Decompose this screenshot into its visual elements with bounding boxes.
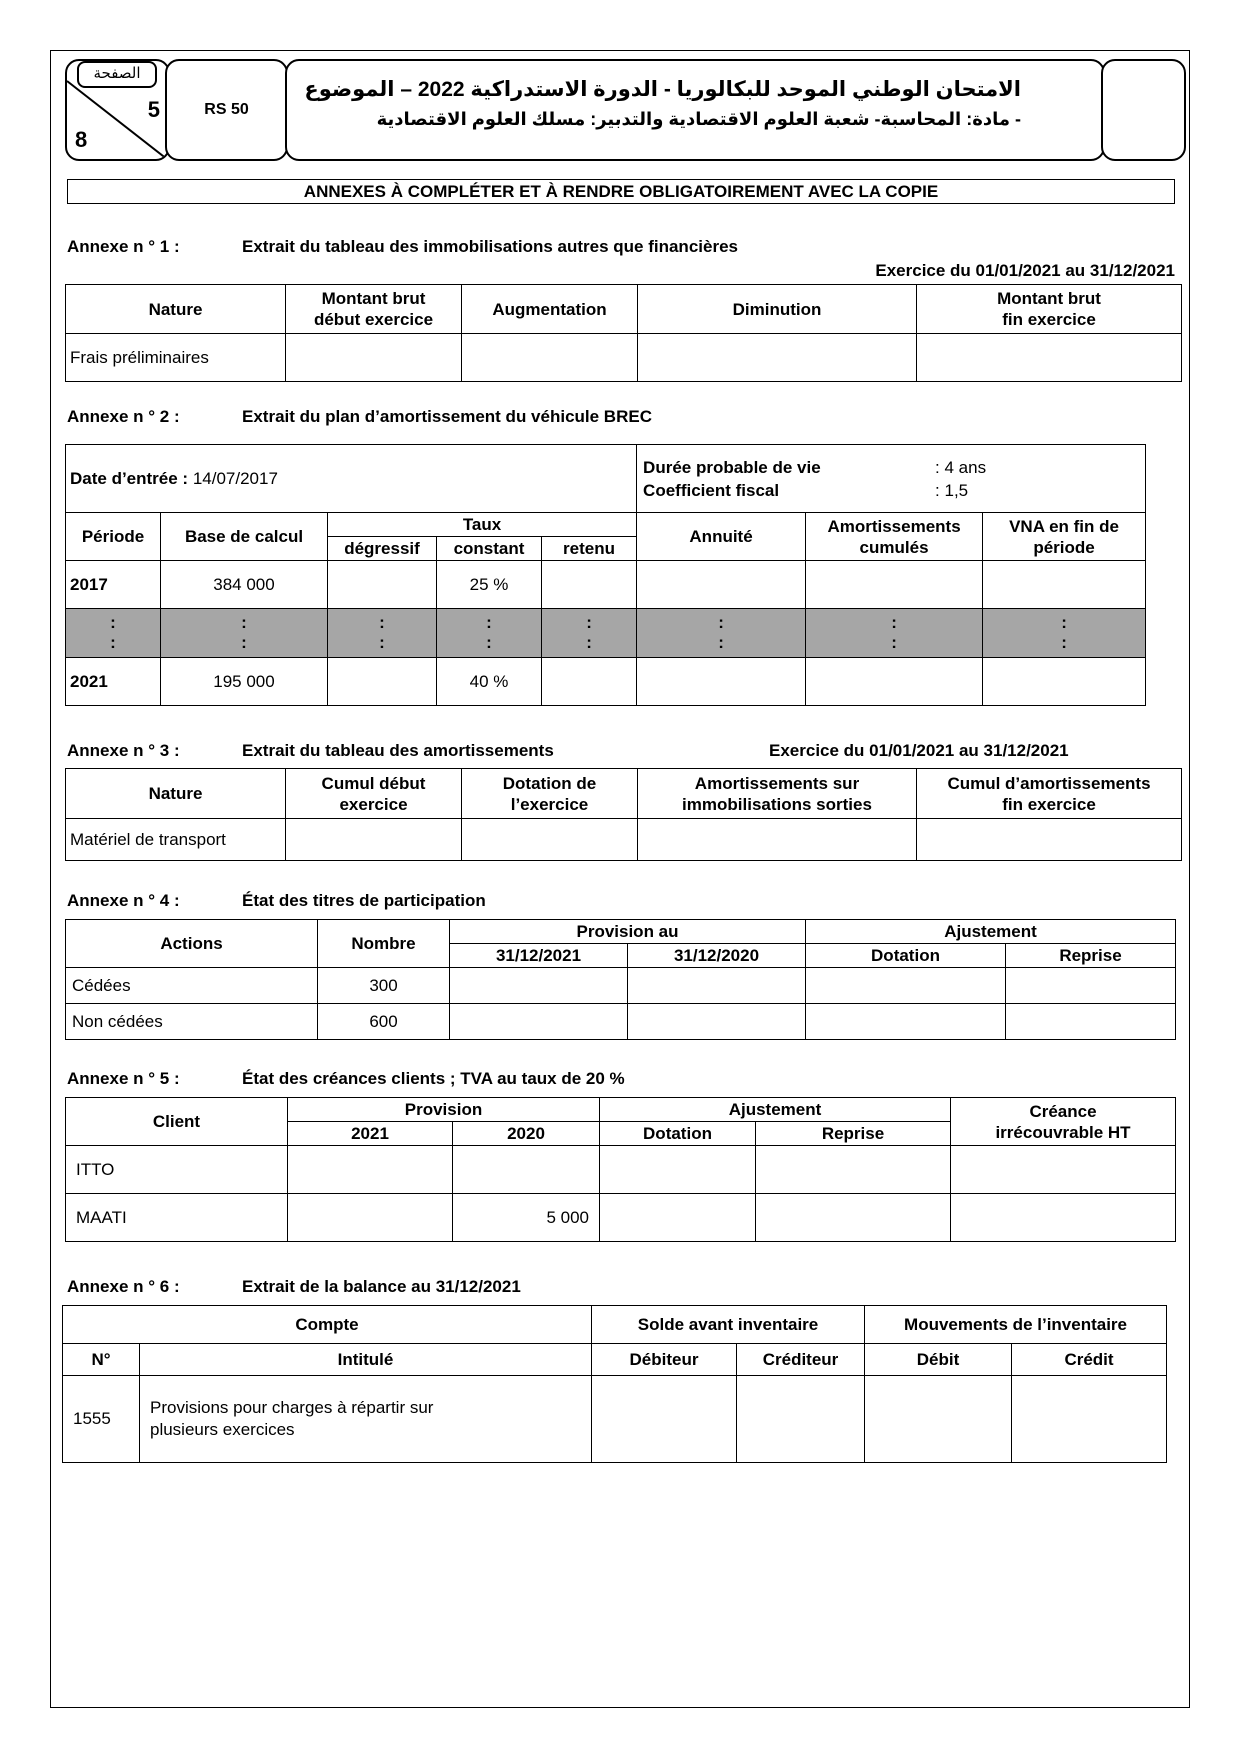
- page-frame: [50, 50, 1190, 1708]
- provision-2020-cell: 5 000: [453, 1194, 600, 1242]
- duree-label: Durée probable de vie: [643, 457, 821, 477]
- input-cell[interactable]: [328, 658, 437, 706]
- input-cell[interactable]: [286, 819, 462, 861]
- col-diminution: Diminution: [638, 285, 917, 334]
- col-nombre: Nombre: [318, 920, 450, 968]
- input-cell[interactable]: [453, 1146, 600, 1194]
- input-cell[interactable]: [756, 1194, 951, 1242]
- col-montant-fin: Montant brut fin exercice: [917, 285, 1182, 334]
- input-cell[interactable]: [917, 819, 1182, 861]
- annexe2-table: [65, 444, 1146, 706]
- col-base: Base de calcul: [161, 513, 328, 561]
- annexe5-table: [65, 1097, 1176, 1242]
- periode-cell: 2021: [66, 658, 161, 706]
- table-header-row: [66, 920, 1176, 944]
- periode-cell: 2017: [66, 561, 161, 609]
- table-row: [66, 1004, 1176, 1040]
- annexe5-title-text: État des créances clients ; TVA au taux de 20 %: [242, 1069, 625, 1088]
- annexe3-number: Annexe n ° 3 :: [67, 741, 180, 760]
- row-label: Frais préliminaires: [66, 334, 286, 382]
- annexe3-title: [67, 741, 554, 761]
- input-cell[interactable]: [737, 1376, 865, 1463]
- input-cell[interactable]: [638, 819, 917, 861]
- col-augmentation: Augmentation: [462, 285, 638, 334]
- input-cell[interactable]: [806, 968, 1006, 1004]
- col-actions: Actions: [66, 920, 318, 968]
- annexe5-number: Annexe n ° 5 :: [67, 1069, 180, 1088]
- exam-title-line2: - مادة: المحاسبة- شعبة العلوم الاقتصادية والتدبير: مسلك العلوم الاقتصادية: [376, 109, 1021, 129]
- col-dotation: Dotation: [600, 1122, 756, 1146]
- table-row: [66, 561, 1146, 609]
- col-ajustement: Ajustement: [806, 920, 1176, 944]
- input-cell[interactable]: [983, 658, 1146, 706]
- account-number: 1555: [63, 1376, 140, 1463]
- annexe2-title: [67, 407, 652, 427]
- input-cell[interactable]: [951, 1146, 1176, 1194]
- col-credit: Crédit: [1012, 1344, 1167, 1376]
- page-total: 8: [75, 127, 88, 152]
- input-cell[interactable]: [638, 334, 917, 382]
- col-client: Client: [66, 1098, 288, 1146]
- col-provision-2021: 2021: [288, 1122, 453, 1146]
- input-cell[interactable]: [1012, 1376, 1167, 1463]
- col-amort-cumules: Amortissements cumulés: [806, 513, 983, 561]
- col-intitule: Intitulé: [140, 1344, 592, 1376]
- annexe6-title-text: Extrait de la balance au 31/12/2021: [242, 1277, 521, 1296]
- annexe1-exercice: Exercice du 01/01/2021 au 31/12/2021: [875, 261, 1175, 280]
- annexe3-exercice: Exercice du 01/01/2021 au 31/12/2021: [769, 741, 1069, 760]
- input-cell[interactable]: [806, 561, 983, 609]
- base-cell: 384 000: [161, 561, 328, 609]
- table-header-row: [66, 769, 1182, 819]
- input-cell[interactable]: [288, 1146, 453, 1194]
- input-cell[interactable]: [328, 561, 437, 609]
- client-cell: MAATI: [66, 1194, 288, 1242]
- col-crediteur: Créditeur: [737, 1344, 865, 1376]
- input-cell[interactable]: [1006, 968, 1176, 1004]
- input-cell[interactable]: [628, 1004, 806, 1040]
- col-debiteur: Débiteur: [592, 1344, 737, 1376]
- annexe1-title: [67, 237, 738, 257]
- col-provision-2021: 31/12/2021: [450, 944, 628, 968]
- annexe1-table: [65, 284, 1182, 382]
- input-cell[interactable]: [637, 658, 806, 706]
- table-header-row: [66, 513, 1146, 537]
- row-label: Non cédées: [66, 1004, 318, 1040]
- input-cell[interactable]: [592, 1376, 737, 1463]
- col-ajustement: Ajustement: [600, 1098, 951, 1122]
- table-subheader-row: [63, 1344, 1167, 1376]
- input-cell[interactable]: [756, 1146, 951, 1194]
- input-cell[interactable]: [542, 561, 637, 609]
- input-cell[interactable]: [983, 561, 1146, 609]
- input-cell[interactable]: [288, 1194, 453, 1242]
- col-amort-sorties: Amortissements sur immobilisations sorties: [638, 769, 917, 819]
- table-row: [66, 1194, 1176, 1242]
- date-entree-value: 14/07/2017: [192, 468, 278, 488]
- col-retenu: retenu: [542, 537, 637, 561]
- annexe6-table: [62, 1305, 1167, 1463]
- col-numero: N°: [63, 1344, 140, 1376]
- input-cell[interactable]: [806, 658, 983, 706]
- input-cell[interactable]: [628, 968, 806, 1004]
- table-row: [66, 658, 1146, 706]
- col-nature: Nature: [66, 769, 286, 819]
- date-entree-label: Date d’entrée :: [70, 468, 189, 488]
- col-creance-irrecouvrable: Créance irrécouvrable HT: [951, 1098, 1176, 1146]
- col-vna: VNA en fin de période: [983, 513, 1146, 561]
- input-cell[interactable]: [637, 561, 806, 609]
- header-right-box: [1101, 59, 1186, 161]
- table-row: [66, 968, 1176, 1004]
- col-cumul-fin: Cumul d’amortissements fin exercice: [917, 769, 1182, 819]
- col-nature: Nature: [66, 285, 286, 334]
- input-cell[interactable]: [462, 819, 638, 861]
- col-solde-avant-inventaire: Solde avant inventaire: [592, 1306, 865, 1344]
- annexe6-title: [67, 1277, 521, 1297]
- input-cell[interactable]: [1006, 1004, 1176, 1040]
- coef-value: : 1,5: [935, 480, 969, 500]
- annexe6-number: Annexe n ° 6 :: [67, 1277, 180, 1296]
- input-cell[interactable]: [450, 968, 628, 1004]
- constant-cell: 40 %: [437, 658, 542, 706]
- table-row: [63, 1376, 1167, 1463]
- annexe2-title-text: Extrait du plan d’amortissement du véhicule BREC: [242, 407, 652, 426]
- col-reprise: Reprise: [756, 1122, 951, 1146]
- account-title: Provisions pour charges à répartir sur plusieurs exercices: [140, 1376, 592, 1463]
- col-periode: Période: [66, 513, 161, 561]
- col-taux: Taux: [328, 513, 637, 537]
- table-row: [66, 819, 1182, 861]
- page-number-box: [65, 59, 170, 161]
- input-cell[interactable]: [542, 658, 637, 706]
- annexe5-title: [67, 1069, 625, 1089]
- page-label: الصفحة: [77, 61, 157, 88]
- annexe4-title-text: État des titres de participation: [242, 891, 486, 910]
- col-compte: Compte: [63, 1306, 592, 1344]
- ellipsis-row: : : : : : : : : : : : : : : : :: [66, 609, 1146, 658]
- col-provision-2020: 31/12/2020: [628, 944, 806, 968]
- col-degressif: dégressif: [328, 537, 437, 561]
- col-mouvements-inventaire: Mouvements de l’inventaire: [865, 1306, 1167, 1344]
- col-reprise: Reprise: [1006, 944, 1176, 968]
- col-constant: constant: [437, 537, 542, 561]
- input-cell[interactable]: [600, 1194, 756, 1242]
- col-debit: Débit: [865, 1344, 1012, 1376]
- row-label: Cédées: [66, 968, 318, 1004]
- nombre-cell: 600: [318, 1004, 450, 1040]
- input-cell[interactable]: [462, 334, 638, 382]
- annexe4-table: [65, 919, 1176, 1040]
- annexe1-number: Annexe n ° 1 :: [67, 237, 180, 256]
- input-cell[interactable]: [600, 1146, 756, 1194]
- table-row: [66, 1146, 1176, 1194]
- table-header-row: [66, 285, 1182, 334]
- client-cell: ITTO: [66, 1146, 288, 1194]
- input-cell[interactable]: [865, 1376, 1012, 1463]
- table-header-row: [63, 1306, 1167, 1344]
- col-dotation: Dotation de l’exercice: [462, 769, 638, 819]
- exam-title-box: [285, 59, 1105, 161]
- annexe3-table: [65, 768, 1182, 861]
- page-number: 5: [147, 97, 160, 122]
- exam-title-line1: الامتحان الوطني الموحد للبكالوريا - الدورة الاستدراكية 2022 – الموضوع: [304, 78, 1021, 101]
- base-cell: 195 000: [161, 658, 328, 706]
- col-provision: Provision: [288, 1098, 600, 1122]
- col-provision: Provision au: [450, 920, 806, 944]
- input-cell[interactable]: [951, 1194, 1176, 1242]
- col-cumul-debut: Cumul début exercice: [286, 769, 462, 819]
- annexe3-title-text: Extrait du tableau des amortissements: [242, 741, 554, 760]
- exam-code: RS 50: [165, 59, 288, 161]
- annexe4-number: Annexe n ° 4 :: [67, 891, 180, 910]
- annexes-banner: ANNEXES À COMPLÉTER ET À RENDRE OBLIGATOIREMENT AVEC LA COPIE: [67, 179, 1175, 204]
- nombre-cell: 300: [318, 968, 450, 1004]
- info-row: [66, 445, 1146, 513]
- input-cell[interactable]: [286, 334, 462, 382]
- table-header-row: [66, 1098, 1176, 1122]
- row-label: Matériel de transport: [66, 819, 286, 861]
- annexe4-title: [67, 891, 486, 911]
- duree-value: : 4 ans: [935, 457, 987, 477]
- constant-cell: 25 %: [437, 561, 542, 609]
- coef-label: Coefficient fiscal: [643, 480, 780, 500]
- col-annuite: Annuité: [637, 513, 806, 561]
- input-cell[interactable]: [917, 334, 1182, 382]
- col-provision-2020: 2020: [453, 1122, 600, 1146]
- annexe1-title-text: Extrait du tableau des immobilisations autres que financières: [242, 237, 738, 256]
- input-cell[interactable]: [806, 1004, 1006, 1040]
- col-montant-debut: Montant brut début exercice: [286, 285, 462, 334]
- col-dotation: Dotation: [806, 944, 1006, 968]
- input-cell[interactable]: [450, 1004, 628, 1040]
- annexe2-number: Annexe n ° 2 :: [67, 407, 180, 426]
- table-row: [66, 334, 1182, 382]
